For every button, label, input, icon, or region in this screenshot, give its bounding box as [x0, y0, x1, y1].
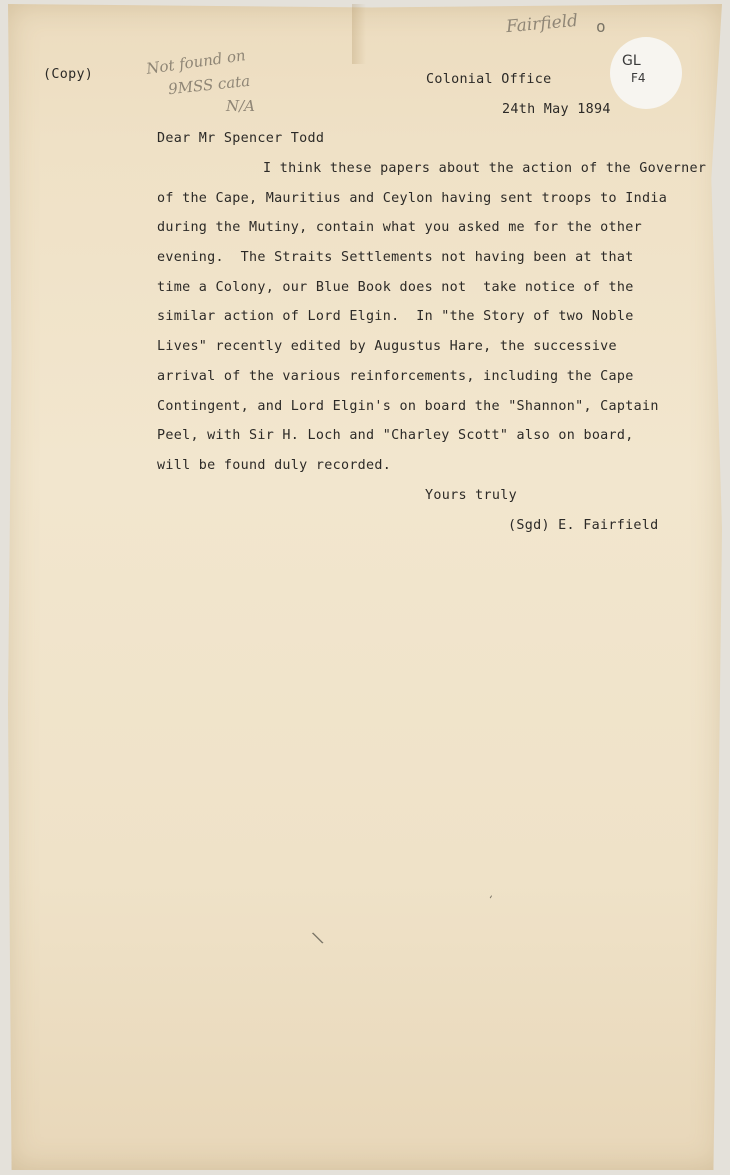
pencil-note-line2: 9MSS cata [167, 71, 251, 99]
body-line: Lives" recently edited by Augustus Hare, the successive [157, 339, 617, 354]
paper-tear [352, 4, 366, 64]
body-line: evening. The Straits Settlements not having been at that [157, 250, 634, 265]
pencil-note-line1: Not found on [145, 46, 247, 78]
body-line: Peel, with Sir H. Loch and "Charley Scott" also on board, [157, 428, 634, 443]
office-name: Colonial Office [426, 72, 552, 87]
body-line: I think these papers about the action of the Governer [263, 161, 707, 176]
body-line: Contingent, and Lord Elgin's on board the "Shannon", Captain [157, 399, 659, 414]
pencil-note-line3: N/A [226, 97, 256, 115]
copy-label: (Copy) [43, 67, 94, 82]
body-line: similar action of Lord Elgin. In "the Story of two Noble [157, 309, 634, 324]
stamp-line2: F4 [631, 71, 646, 85]
body-line: arrival of the various reinforcements, including the Cape [157, 369, 634, 384]
archive-stamp [610, 37, 682, 109]
closing: Yours truly [425, 488, 517, 503]
body-line: of the Cape, Mauritius and Ceylon having sent troops to India [157, 191, 668, 206]
salutation: Dear Mr Spencer Todd [157, 131, 325, 146]
stamp-line1: GL [622, 53, 641, 69]
pencil-circle-mark: o [596, 17, 606, 36]
paper-speck: ' [483, 892, 496, 907]
paper-mark: \ [310, 926, 326, 949]
letter-paper [8, 4, 722, 1170]
body-line: during the Mutiny, contain what you asked me for the other [157, 220, 642, 235]
body-line: time a Colony, our Blue Book does not take notice of the [157, 280, 634, 295]
letter-date: 24th May 1894 [502, 102, 611, 117]
body-line: will be found duly recorded. [157, 458, 392, 473]
top-right-note: Fairfield [505, 10, 579, 38]
signature: (Sgd) E. Fairfield [508, 518, 659, 533]
